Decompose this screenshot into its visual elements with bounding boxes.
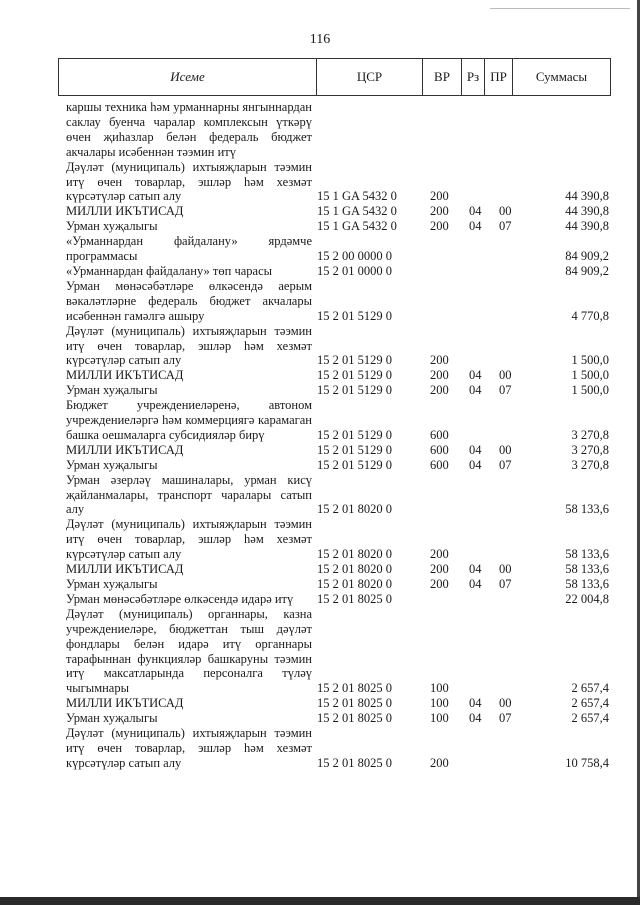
- row-vr: 100: [430, 681, 449, 696]
- row-rz: 04: [469, 577, 482, 591]
- row-rz: 04: [469, 383, 482, 398]
- row-sum: 10 758,4: [565, 755, 609, 770]
- row-sum: 58 133,6: [565, 502, 609, 517]
- header-sum: Суммасы: [513, 59, 611, 96]
- row-csr: 15 2 01 8020 0: [317, 502, 392, 517]
- table-row: [66, 383, 611, 398]
- table-row: [66, 398, 611, 443]
- row-name: МИЛЛИ ИКЪТИСАД: [66, 442, 184, 457]
- table-row: [66, 577, 611, 592]
- row-name: МИЛЛИ ИКЪТИСАД: [66, 696, 184, 711]
- row-name: МИЛЛИ ИКЪТИСАД: [66, 204, 184, 219]
- row-vr: 200: [430, 219, 449, 234]
- scan-mark: [490, 8, 630, 11]
- row-csr: 15 2 01 5129 0: [317, 383, 392, 398]
- table-row: [66, 607, 611, 696]
- row-sum: 2 657,4: [571, 696, 609, 711]
- row-csr: 15 2 01 5129 0: [317, 353, 392, 368]
- row-vr: 200: [430, 755, 449, 770]
- row-name: Урман әзерләү машиналары, урман кисү җайланмалары, транспорт чаралары сатып алу: [66, 472, 312, 517]
- row-sum: 22 004,8: [565, 591, 609, 606]
- row-vr: 200: [430, 204, 449, 219]
- row-pr: 00: [499, 696, 512, 711]
- row-name: Урман мөнәсәбәтләре өлкәсендә аерым вәкаләтләрне федераль бюджет акчалары исәбеннән гамәлгә ашыру: [66, 278, 312, 323]
- row-vr: 100: [430, 711, 449, 726]
- row-csr: 15 2 01 8020 0: [317, 547, 392, 562]
- table-header: [58, 58, 611, 96]
- row-rz: 04: [469, 219, 482, 234]
- row-rz: 04: [469, 711, 482, 726]
- header-name: Исеме: [59, 59, 317, 96]
- row-sum: 58 133,6: [565, 577, 609, 591]
- row-sum: 2 657,4: [571, 711, 609, 726]
- row-csr: 15 2 01 8025 0: [317, 696, 392, 711]
- row-csr: 15 1 GA 5432 0: [317, 189, 397, 204]
- row-rz: 04: [469, 696, 482, 711]
- header-vr: ВР: [423, 59, 462, 96]
- row-rz: 04: [469, 562, 482, 577]
- table-row: [66, 726, 611, 771]
- row-vr: 200: [430, 353, 449, 368]
- row-vr: 600: [430, 427, 449, 442]
- table-row: [66, 517, 611, 562]
- row-sum: 3 270,8: [571, 427, 609, 442]
- row-sum: 4 770,8: [571, 308, 609, 323]
- row-vr: 200: [430, 383, 449, 398]
- row-name: Дәүләт (муниципаль) органнары, казна учреждениеләре, бюджеттан тыш дәүләт фондлары белән идарә итү органнары тарафыннан функцияләр башкаруны тәэмин итү максатларында персоналга түләү чыгымнары: [66, 606, 312, 696]
- row-name: Дәүләт (муниципаль) ихтыяҗларын тәэмин итү өчен товарлар, эшләр һәм хезмәт күрсәтүләр сатып алу: [66, 323, 312, 368]
- row-pr: 00: [499, 562, 512, 577]
- table-row: [66, 368, 611, 383]
- table-row: [66, 160, 611, 205]
- table-row: [66, 711, 611, 726]
- row-rz: 04: [469, 442, 482, 457]
- row-rz: 04: [469, 457, 482, 472]
- row-sum: 3 270,8: [571, 457, 609, 472]
- row-name: Урман хуҗалыгы: [66, 711, 158, 726]
- row-vr: 200: [430, 577, 449, 591]
- row-pr: 07: [499, 383, 512, 398]
- row-sum: 2 657,4: [571, 681, 609, 696]
- row-vr: 100: [430, 696, 449, 711]
- table-row: [66, 204, 611, 219]
- row-csr: 15 2 00 0000 0: [317, 249, 392, 264]
- row-vr: 200: [430, 562, 449, 577]
- row-csr: 15 2 01 5129 0: [317, 457, 392, 472]
- header-rz: Рз: [462, 59, 485, 96]
- row-pr: 00: [499, 442, 512, 457]
- row-sum: 58 133,6: [565, 547, 609, 562]
- row-name: Урман мөнәсәбәтләре өлкәсендә идарә итү: [66, 591, 294, 606]
- row-csr: 15 1 GA 5432 0: [317, 204, 397, 219]
- row-sum: 1 500,0: [571, 353, 609, 368]
- row-pr: 07: [499, 711, 512, 726]
- row-name: Урман хуҗалыгы: [66, 577, 158, 591]
- header-pr: ПР: [485, 59, 513, 96]
- table-row: [66, 473, 611, 518]
- row-csr: 15 2 01 0000 0: [317, 263, 392, 278]
- row-pr: 00: [499, 204, 512, 219]
- row-rz: 04: [469, 368, 482, 383]
- table-row: [66, 264, 611, 279]
- row-name: Дәүләт (муниципаль) ихтыяҗларын тәэмин итү өчен товарлар, эшләр һәм хезмәт күрсәтүләр сатып алу: [66, 517, 312, 562]
- row-sum: 1 500,0: [571, 368, 609, 383]
- row-vr: 600: [430, 457, 449, 472]
- header-csr: ЦСР: [317, 59, 423, 96]
- row-csr: 15 2 01 8020 0: [317, 577, 392, 591]
- row-sum: 3 270,8: [571, 442, 609, 457]
- row-csr: 15 2 01 8025 0: [317, 755, 392, 770]
- row-sum: 44 390,8: [565, 204, 609, 219]
- page-number: 116: [309, 32, 331, 47]
- row-name: «Урманнардан файдалану» төп чарасы: [66, 263, 273, 278]
- row-csr: 15 2 01 8025 0: [317, 711, 392, 726]
- table-row: [66, 324, 611, 369]
- table-row: [66, 592, 611, 607]
- row-name: Дәүләт (муниципаль) ихтыяҗларын тәэмин итү өчен товарлар, эшләр һәм хезмәт күрсәтүләр сатып алу: [66, 726, 312, 770]
- row-pr: 00: [499, 368, 512, 383]
- row-csr: 15 2 01 5129 0: [317, 308, 392, 323]
- row-sum: 44 390,8: [565, 219, 609, 234]
- row-csr: 15 1 GA 5432 0: [317, 219, 397, 234]
- scan-bottom-bar: [0, 897, 640, 905]
- row-csr: 15 2 01 8025 0: [317, 681, 392, 696]
- table-row: [66, 443, 611, 458]
- row-csr: 15 2 01 8020 0: [317, 562, 392, 577]
- row-sum: 84 909,2: [565, 249, 609, 264]
- row-vr: 600: [430, 442, 449, 457]
- row-name: МИЛЛИ ИКЪТИСАД: [66, 562, 184, 577]
- table-row: [66, 100, 611, 160]
- row-rz: 04: [469, 204, 482, 219]
- row-name: МИЛЛИ ИКЪТИСАД: [66, 368, 184, 383]
- row-sum: 44 390,8: [565, 189, 609, 204]
- table-row: [66, 279, 611, 324]
- row-csr: 15 2 01 5129 0: [317, 427, 392, 442]
- row-pr: 07: [499, 577, 512, 591]
- row-vr: 200: [430, 547, 449, 562]
- row-name: Дәүләт (муниципаль) ихтыяҗларын тәэмин итү өчен товарлар, эшләр һәм хезмәт күрсәтүләр сатып алу: [66, 159, 312, 204]
- table-row: [66, 219, 611, 234]
- row-sum: 1 500,0: [571, 383, 609, 398]
- table-row: [66, 562, 611, 577]
- row-csr: 15 2 01 8025 0: [317, 591, 392, 606]
- row-vr: 200: [430, 189, 449, 204]
- row-csr: 15 2 01 5129 0: [317, 442, 392, 457]
- table-body: [66, 100, 611, 771]
- table-row: [66, 696, 611, 711]
- row-csr: 15 2 01 5129 0: [317, 368, 392, 383]
- row-sum: 84 909,2: [565, 263, 609, 278]
- table-row: [66, 458, 611, 473]
- row-pr: 07: [499, 219, 512, 234]
- row-vr: 200: [430, 368, 449, 383]
- row-name: Урман хуҗалыгы: [66, 383, 158, 398]
- row-name: Урман хуҗалыгы: [66, 219, 158, 234]
- row-name: «Урманнардан файдалану» ярдәмче программасы: [66, 234, 312, 264]
- row-name: Урман хуҗалыгы: [66, 457, 158, 472]
- table-row: [66, 234, 611, 264]
- row-name: Бюджет учреждениеләренә, автоном учреждениеләргә һәм коммерциягә карамаган башка оешмаларга субсидияләр бирү: [66, 398, 312, 442]
- row-name: каршы техника һәм урманнарны янгыннардан саклау буенча чаралар комплексын үткәрү өчен җиһазлар белән федераль бюджет акчалары исәбеннән тәэмин итү: [66, 100, 312, 159]
- row-pr: 07: [499, 457, 512, 472]
- row-sum: 58 133,6: [565, 562, 609, 577]
